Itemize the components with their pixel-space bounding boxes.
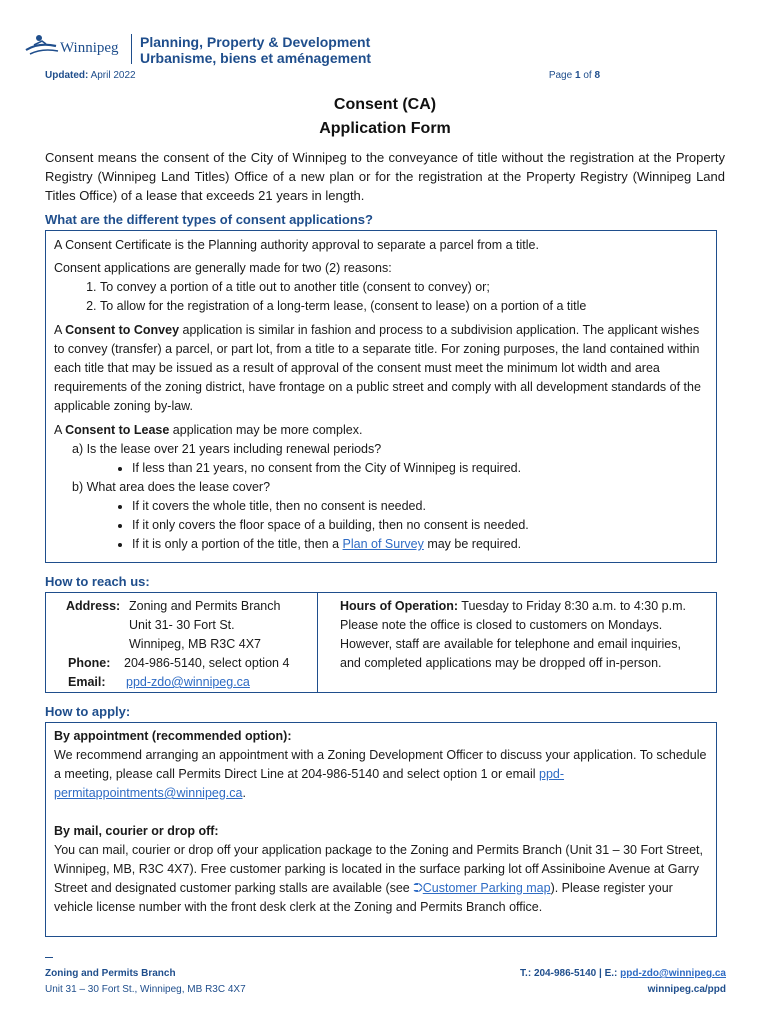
page-total: 8 — [594, 70, 600, 81]
convey-text: application is similar in fashion and process to a subdivision application. The applicant wishes to convey (transfer) a parcel, or part lot, from a title to a separate title. For zoning purposes, the land contained within each title that may be issued as a result of approval of the consent must meet the minimum lot width and area requirements of the zoning district, have frontage on a public street and comply with all development standards of the applicable zoning by-law. — [54, 323, 701, 413]
plan-of-survey-link[interactable]: Plan of Survey — [342, 537, 424, 551]
footer-contact — [520, 968, 726, 979]
contact-info — [46, 593, 316, 692]
reason-item: 1. To convey a portion of a title out to another title (consent to convey) or; — [100, 278, 708, 297]
email-link[interactable]: ppd-zdo@winnipeg.ca — [126, 675, 250, 689]
document-title-line1: Consent (CA) — [333, 96, 437, 113]
question-a-bullet: • If less than 21 years, no consent from the City of Winnipeg is required. — [132, 459, 708, 478]
appointment-email-link[interactable]: ppd-permitappointments@winnipeg.ca — [54, 767, 565, 800]
mail-body-end: ). Please register your vehicle license number with the front desk clerk at the Zoning and Permits Branch office. — [54, 881, 673, 914]
arrow-icon: ⮊ — [413, 881, 423, 895]
question-a: a) Is the lease over 21 years including renewal periods? — [72, 442, 382, 456]
page-number — [549, 70, 600, 81]
types-p1: A Consent Certificate is the Planning authority approval to separate a parcel from a title. — [54, 238, 539, 252]
convey-term: Consent to Convey — [65, 323, 180, 337]
page-of: of — [583, 70, 592, 81]
question-b-bullet — [132, 535, 708, 554]
logo-text: Winnipeg — [60, 40, 119, 56]
reasons-list — [54, 278, 708, 316]
lease-text: application may be more complex. — [169, 423, 363, 437]
hours-text: Tuesday to Friday 8:30 a.m. to 4:30 p.m. Please note the office is closed to customers on Mondays. However, staff are available for telephone and email inquiries, and completed applications may be dropped off in-person. — [340, 599, 686, 670]
phone-value: 204-986-5140, select option 4 — [124, 656, 290, 670]
question-b-bullet: • If it covers the whole title, then no consent is needed. — [132, 497, 708, 516]
types-p2: Consent applications are generally made for two (2) reasons: — [54, 261, 392, 275]
apply-box — [45, 722, 717, 937]
mail-text — [54, 841, 708, 917]
updated-label: Updated: — [45, 70, 89, 81]
footer-email-label: | E.: — [599, 968, 618, 979]
footer-address: Unit 31 – 30 Fort St., Winnipeg, MB R3C 4X7 — [45, 984, 246, 995]
footer-divider — [45, 957, 53, 958]
appointment-text — [54, 746, 708, 803]
mail-body: You can mail, courier or drop off your application package to the Zoning and Permits Branch (Unit 31 – 30 Fort Street, Winnipeg, MB, R3C 4X7). Free customer parking is located in the surface parking lot off Assiniboine Avenue at Garry Street and designated customer parking stalls are available (see — [54, 843, 703, 895]
types-box — [45, 230, 717, 563]
header-divider — [131, 34, 132, 64]
survey-prefix: If it is only a portion of the title, then a — [132, 537, 343, 551]
document-title-line2: Application Form — [319, 120, 451, 137]
footer-phone: 204-986-5140 — [533, 968, 597, 979]
address-line: Unit 31- 30 Fort St. — [129, 618, 235, 632]
lease-term: Consent to Lease — [65, 423, 170, 437]
types-heading: What are the different types of consent applications? — [45, 212, 373, 227]
lease-prefix: A — [54, 423, 66, 437]
address-label: Address: — [66, 599, 121, 613]
survey-suffix: may be required. — [423, 537, 522, 551]
question-b: b) What area does the lease cover? — [72, 480, 271, 494]
footer-branch: Zoning and Permits Branch — [45, 968, 176, 979]
question-b-bullet: • If it only covers the floor space of a building, then no consent is needed. — [132, 516, 708, 535]
convey-prefix: A — [54, 323, 66, 337]
updated-value: April 2022 — [90, 70, 136, 81]
question-a-bullets — [54, 459, 708, 478]
page-current: 1 — [574, 70, 581, 81]
parking-map-label: Customer Parking map — [422, 881, 551, 895]
updated-date — [45, 70, 136, 81]
hours-label: Hours of Operation: — [340, 599, 459, 613]
reason-item: 2. To allow for the registration of a long-term lease, (consent to lease) on a portion of a title — [100, 297, 708, 316]
parking-map-link[interactable] — [413, 881, 550, 895]
phone-label: Phone: — [68, 656, 111, 670]
footer-phone-label: T.: — [520, 968, 532, 979]
page-label: Page — [548, 70, 573, 81]
question-b-bullets — [54, 497, 708, 554]
email-label: Email: — [68, 675, 106, 689]
mail-heading: By mail, courier or drop off: — [54, 824, 219, 838]
address-line: Zoning and Permits Branch — [129, 599, 281, 613]
address-line: Winnipeg, MB R3C 4X7 — [129, 637, 262, 651]
appointment-end: . — [242, 786, 246, 800]
intro-paragraph: Consent means the consent of the City of Winnipeg to the conveyance of title without the registration at the Property Registry (Winnipeg Land Titles) Office of a new plan or for the registration at the Property Registry (Winnipeg Land Titles Office) of a lease that exceeds 21 years in length. — [45, 150, 725, 203]
footer-email-link[interactable]: ppd-zdo@winnipeg.ca — [620, 968, 726, 979]
apply-heading: How to apply: — [45, 704, 131, 719]
department-name-en: Planning, Property & Development — [140, 34, 371, 50]
reach-heading: How to reach us: — [45, 574, 150, 589]
winnipeg-logo-icon — [24, 30, 64, 60]
hours-info — [317, 593, 716, 692]
lease-paragraph — [54, 421, 708, 440]
footer-website[interactable]: winnipeg.ca/ppd — [647, 984, 726, 995]
department-name-fr: Urbanisme, biens et aménagement — [140, 50, 372, 66]
convey-paragraph — [54, 321, 708, 416]
winnipeg-logo — [24, 30, 124, 66]
reach-box — [45, 592, 717, 693]
appointment-body: We recommend arranging an appointment with a Zoning Development Officer to discuss your application. To schedule a meeting, please call Permits Direct Line at 204-986-5140 and select option 1 or email — [54, 748, 707, 781]
appointment-heading: By appointment (recommended option): — [54, 729, 292, 743]
